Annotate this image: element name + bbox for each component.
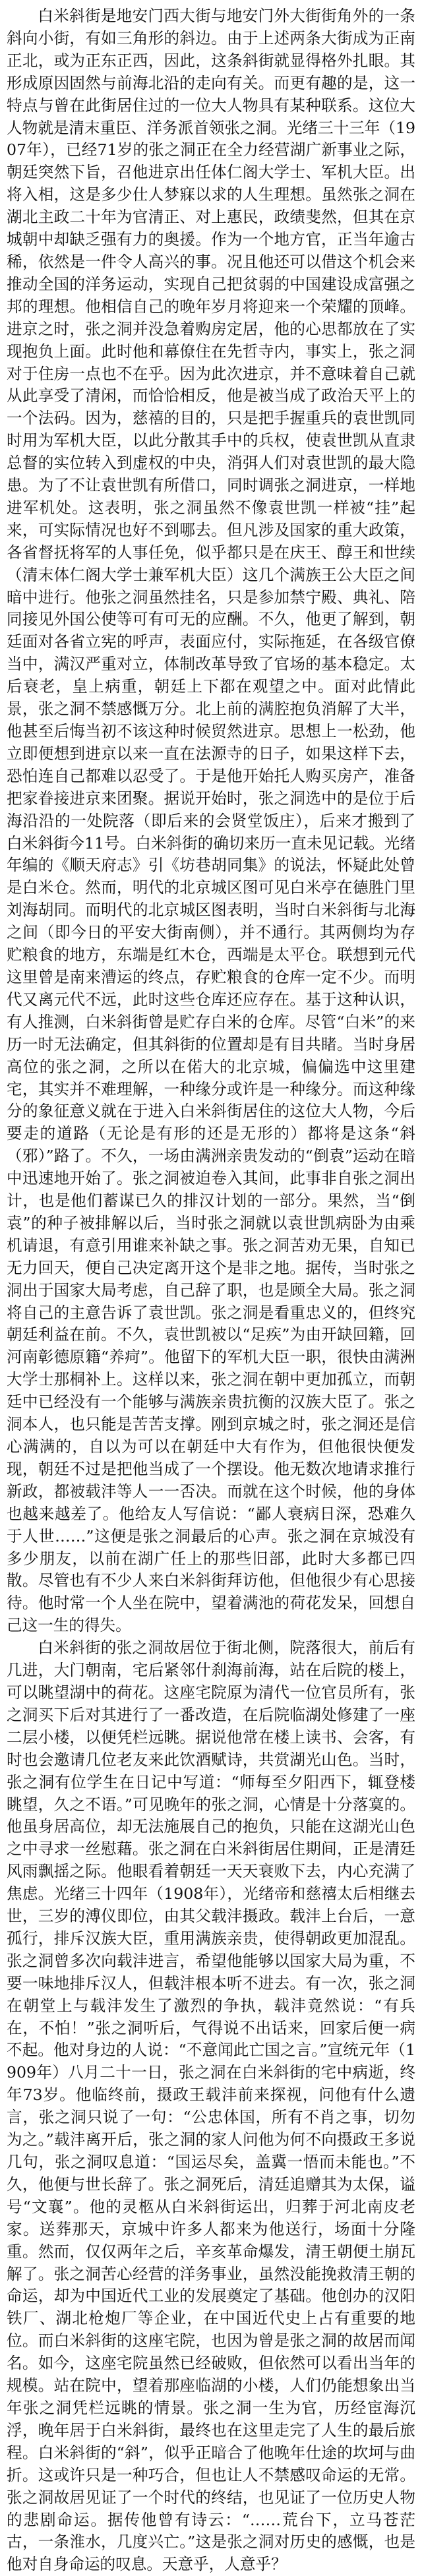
article-paragraph: 白米斜街是地安门西大街与地安门外大街街角外的一条斜向小街，有如三角形的斜边。由于上述两条大街成为正南正北，或为正东正西，因此，这条斜街就显得格外扎眼。其形成原因固然与前海北沿的走向有关。而更有趣的是，这一特点与曾在此街居住过的一位大人物具有某种联系。这位大人物就是清末重臣、洋务派首领张之洞。光绪三十三年（1907年），已经71岁的张之洞正在全力经营湖广新事业之际，朝廷突然下旨，召他进京出任体仁阁大学士、军机大臣。出将入相，这是多少仕人梦寐以求的人生理想。虽然张之洞在湖北主政二十年为官清正、对上惠民，政绩斐然，但其在京城朝中却缺乏强有力的奥援。作为一个地方官，正当年逾古稀，依然是一件令人高兴的事。况且他还可以借这个机会来推动全国的洋务运动，实现自己把贫弱的中国建设成富强之邦的理想。他相信自己的晚年岁月将迎来一个荣耀的顶峰。进京之时，张之洞并没急着购房定居，他的心思都放在了实现抱负上面。此时他和幕僚住在先哲寺内，事实上，张之洞对于住房一点也不在乎。因为此次进京，并不意味着自己就从此享受了清闲，而恰恰相反，他是被当成了政治天平上的一个法码。因为，慈禧的目的，只是把手握重兵的袁世凯同时用为军机大臣，以此分散其手中的兵权，使袁世凯从直隶总督的实位转入到虚权的中央，消弭人们对袁世凯的最大隐患。为了不让袁世凯有所借口，同时调张之洞进京，一样地进军机处。这表明，张之洞虽然不像袁世凯一样被“挂”起来，可实际情况也好不到哪去。但凡涉及国家的重大政策，各省督抚将军的人事任免，似乎都只是在庆王、醇王和世续（清末体仁阁大学士兼军机大臣）这几个满族王公大臣之间暗中进行。他张之洞虽然挂名，只是参加禁宁殿、典礼、陪同接见外国公使等可有可无的应酬。不久，他更了解到，朝廷面对各省立宪的呼声，表面应付，实际拖延，在各级官僚当中，满汉严重对立，体制改革导致了官场的基本稳定。太后衰老，皇上病重，朝廷上下都在观望之中。面对此情此景，张之洞不禁感慨万分。北上前的满腔抱负消解了大半，他甚至后悔当初不该这种时候贸然进京。思想上一松劲，他立即便想到进京以来一直在法源寺的日子，如果这样下去，恐怕连自己都难以忍受了。于是他开始托人购买房产，准备把家眷接进京来团聚。据说开始时，张之洞选中的是位于后海沿沿的一处院落（即后来的会贤堂饭庄），后来才搬到了白米斜街今11号。白米斜街的确切来历一直未见记载。光绪年编的《顺天府志》引《坊巷胡同集》的说法，怀疑此处曾是白米仓。然而，明代的北京城区图可见白米亭在德胜门里刘海胡同。而明代的北京城区图表明，当时白米斜街与北海之间（即今日的平安大街南侧），并不通行。其两侧均为存贮粮食的地方，东端是红木仓，西端是太平仓。联想到元代这里曾是南来漕运的终点，存贮粮食的仓库一定不少。而明代又离元代不远，此时这些仓库还应存在。基于这种认识，有人推测，白米斜街曾是贮存白米的仓库。尽管“白米”的来历一时无法确定，但其斜街的位置却是有目共睹。当时身居高位的张之洞，之所以在偌大的北京城，偏偏选中这里建宅，其实并不难理解，一种缘分或许是一种缘分。而这种缘分的象征意义就在于进入白米斜街居住的这位大人物，今后要走的道路（无论是有形的还是无形的）都将是这条“斜（邪）”路了。不久，一场由满洲亲贵发动的“倒袁”运动在暗中迅速地开始了。张之洞被迫卷入其间，此事非自张之洞出计，也是他们蓄谋已久的排汉计划的一部分。果然，当“倒袁”的种子被排解以后，当时张之洞就以袁世凯病卧为由乘机请退，有意引用谁来补缺之事。张之洞苦劝无果，自知已无力回天，便自己决定离开这个是非之地。据传，当时张之洞出于国家大局考虑，自己辞了职，也是顾全大局。张之洞将自己的主意告诉了袁世凯。张之洞是看重忠义的，但终究朝廷利益在前。不久，袁世凯被以“足疾”为由开缺回籍，回河南彰德原籍“养疴”。他留下的军机大臣一职，很快由满洲大学士那桐补上。这样以来，张之洞在朝中更加孤立，而朝廷中已经没有一个能够与满族亲贵抗衡的汉族大臣了。张之洞本人，也只能是苦苦支撑。刚到京城之时，张之洞还是信心满满的，自以为可以在朝廷中大有作为，但他很快便发现，朝廷不过是把他当成了一个摆设。他无数次地请求推行新政，都被载沣等人一一否决。而就在这个时候，他的身体也越来越差了。他给友人写信说：“鄙人衰病日深，恐难久于人世……”这便是张之洞最后的心声。张之洞在京城没有多少朋友，以前在湖广任上的那些旧部，此时大多都已四散。尽管也有不少人来白米斜街拜访他，但他很少有心思接待。他时常一个人坐在院中，望着满池的荷花发呆，回想自己这一生的得失。: [7, 7, 415, 1635]
article-paragraph: 白米斜街的张之洞故居位于街北侧，院落很大，前后有几进，大门朝南，宅后紧邻什刹海前海，站在后院的楼上，可以眺望湖中的荷花。这座宅院原为清代一位官员所有，张之洞买下后对其进行了一番改造，在后院临湖处修建了一座二层小楼，以便凭栏远眺。据说他常在楼上读书、会客，有时也会邀请几位老友来此饮酒赋诗，共赏湖光山色。当时，张之洞有位学生在日记中写道：“师每至夕阳西下，辄登楼眺望，久之不语。”可见晚年的张之洞，心情是十分落寞的。他虽身居高位，却无法施展自己的抱负，只能在这湖光山色之中寻求一丝慰藉。张之洞在白米斜街居住期间，正是清廷风雨飘摇之际。他眼看着朝廷一天天衰败下去，内心充满了焦虑。光绪三十四年（1908年），光绪帝和慈禧太后相继去世，三岁的溥仪即位，由其父载沣摄政。载沣上台后，一意孤行，排斥汉族大臣，重用满族亲贵，使得朝政更加混乱。张之洞曾多次向载沣进言，希望他能够以国家大局为重，不要一味地排斥汉人，但载沣根本听不进去。有一次，张之洞在朝堂上与载沣发生了激烈的争执，载沣竟然说：“有兵在，不怕！”张之洞听后，气得说不出话来，回家后便一病不起。他对身边的人说：“不意闻此亡国之言。”宣统元年（1909年）八月二十一日，张之洞在白米斜街的宅中病逝，终年73岁。他临终前，摄政王载沣前来探视，问他有什么遗言，张之洞只说了一句：“公忠体国，所有不肖之事，切勿为之。”载沣离开后，张之洞的家人问他为何不向摄政王多说几句，张之洞叹息道：“国运尽矣，盖冀一悟而未能也。”不久，他便与世长辞了。张之洞死后，清廷追赠其为太保，谥号“文襄”。他的灵柩从白米斜街运出，归葬于河北南皮老家。送葬那天，京城中许多人都来为他送行，场面十分隆重。然而，仅仅两年之后，辛亥革命爆发，清王朝便土崩瓦解了。张之洞苦心经营的洋务事业，虽然没能挽救清王朝的命运，却为中国近代工业的发展奠定了基础。他创办的汉阳铁厂、湖北枪炮厂等企业，在中国近代史上占有重要的地位。而白米斜街的这座宅院，也因为曾是张之洞的故居而闻名。如今，这座宅院虽然已经破败，但依然可以看出当年的规模。站在院中，望着那座临湖的小楼，人们仍能想象出当年张之洞凭栏远眺的情景。张之洞一生为官，历经宦海沉浮，晚年居于白米斜街，最终也在这里走完了人生的最后旅程。白米斜街的“斜”，似乎正暗合了他晚年仕途的坎坷与曲折。这或许只是一种巧合，但也让人不禁感叹命运的无常。张之洞故居见证了一个时代的终结，也见证了一位历史人物的悲剧命运。据传他曾有诗云：“……荒台下，立马苍茫古，一条淮水，几度兴亡。”这是张之洞对历史的感慨，也是他对自身命运的叹息。天意乎，人意乎？: [7, 1638, 415, 2574]
